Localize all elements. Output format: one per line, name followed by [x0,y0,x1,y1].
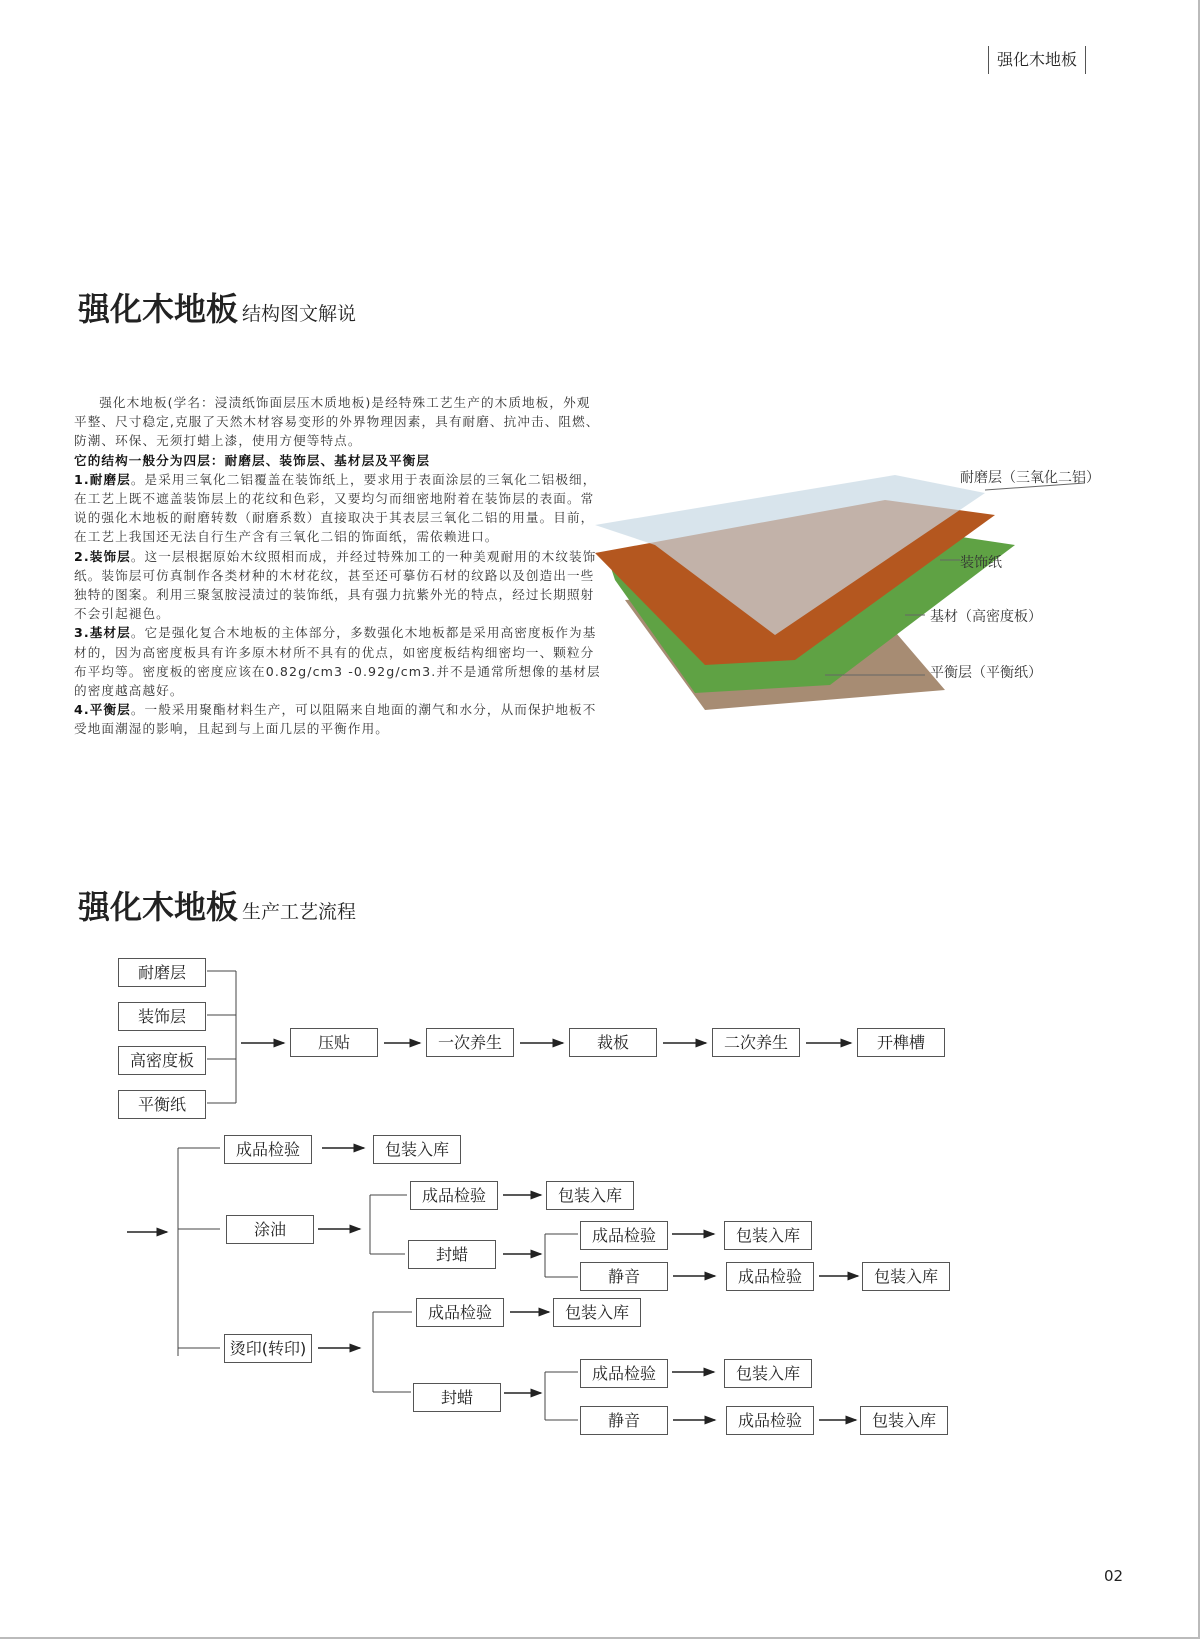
process-step: 成品检验 [580,1221,668,1250]
process-step: 包装入库 [373,1135,461,1164]
process-step: 包装入库 [553,1298,641,1327]
process-step: 装饰层 [118,1002,206,1031]
process-step: 封蜡 [408,1240,496,1269]
layer-item: 2.装饰层。这一层根据原始木纹照相而成，并经过特殊加工的一种美观耐用的木纹装饰纸。装饰层可仿真制作各类材种的木材花纹，甚至还可摹仿石材的纹路以及创造出一些独特的图案。利用三聚氢胺浸渍过的装饰纸，具有强力抗紫外光的特点，经过长期照射不会引起褪色。 [74,548,597,622]
process-step: 开榫槽 [857,1028,945,1057]
layer-item: 1.耐磨层。是采用三氧化二铝覆盖在装饰纸上，要求用于表面涂层的三氧化二铝极细，在工艺上既不遮盖装饰层上的花纹和色彩，又要均匀而细密地附着在装饰层的表面。常说的强化木地板的耐磨转数（耐磨系数）直接取决于其表层三氧化二铝的用量。目前，在工艺上我国还无法自行生产含有三氧化二铝的饰面纸，需依赖进口。 [74,471,597,545]
process-step: 成品检验 [410,1181,498,1210]
layer-item: 3.基材层。它是强化复合木地板的主体部分，多数强化木地板都是采用高密度板作为基材的，因为高密度板具有许多原木材所不具有的优点，如密度板结构细密均一、颗粒分布平均等。密度板的密度应该在0.82g/cm3 -0.92g/cm3.并不是通常所想像的基材层的密度越高越好。 [74,625,601,699]
process-step: 压贴 [290,1028,378,1057]
page-number: 02 [1104,1567,1124,1585]
process-step: 涂油 [226,1215,314,1244]
process-step: 成品检验 [224,1135,312,1164]
layer-item: 4.平衡层。一般采用聚酯材料生产，可以阻隔来自地面的潮气和水分，从而保护地板不受地面潮湿的影响，且起到与上面几层的平衡作用。 [74,702,597,737]
heading-title: 强化木地板 [78,290,239,328]
process-step: 包装入库 [860,1406,948,1435]
process-step: 静音 [580,1262,668,1291]
intro-text: 强化木地板(学名：浸渍纸饰面层压木质地板)是经特殊工艺生产的木质地板，外观平整、尺寸稳定,克服了天然木材容易变形的外界物理因素，具有耐磨、抗冲击、阻燃、防潮、环保、无须打蜡上漆，使用方便等特点。 [74,395,600,449]
process-step: 二次养生 [712,1028,800,1057]
process-step: 封蜡 [413,1383,501,1412]
process-step: 包装入库 [724,1359,812,1388]
label-balance-layer: 平衡层（平衡纸） [930,665,1042,681]
process-step: 烫印(转印) [224,1334,312,1363]
process-step: 包装入库 [724,1221,812,1250]
process-step: 包装入库 [862,1262,950,1291]
section-header: 强化木地板 [988,46,1086,74]
summary-text: 它的结构一般分为四层：耐磨层、装饰层、基材层及平衡层 [74,452,431,468]
label-decor-paper: 装饰纸 [960,555,1002,571]
process-step: 一次养生 [426,1028,514,1057]
process-step: 耐磨层 [118,958,206,987]
process-step: 成品检验 [726,1262,814,1291]
process-step: 高密度板 [118,1046,206,1075]
process-step: 成品检验 [726,1406,814,1435]
process-step: 静音 [580,1406,668,1435]
heading-subtitle: 生产工艺流程 [242,901,357,923]
process-step: 成品检验 [416,1298,504,1327]
process-step: 包装入库 [546,1181,634,1210]
process-step: 成品检验 [580,1359,668,1388]
heading-title: 强化木地板 [78,888,239,926]
heading-subtitle: 结构图文解说 [242,303,357,325]
label-substrate: 基材（高密度板） [930,609,1042,625]
label-wear-layer: 耐磨层（三氧化二铝） [960,470,1100,486]
process-step: 平衡纸 [118,1090,206,1119]
process-step: 裁板 [569,1028,657,1057]
